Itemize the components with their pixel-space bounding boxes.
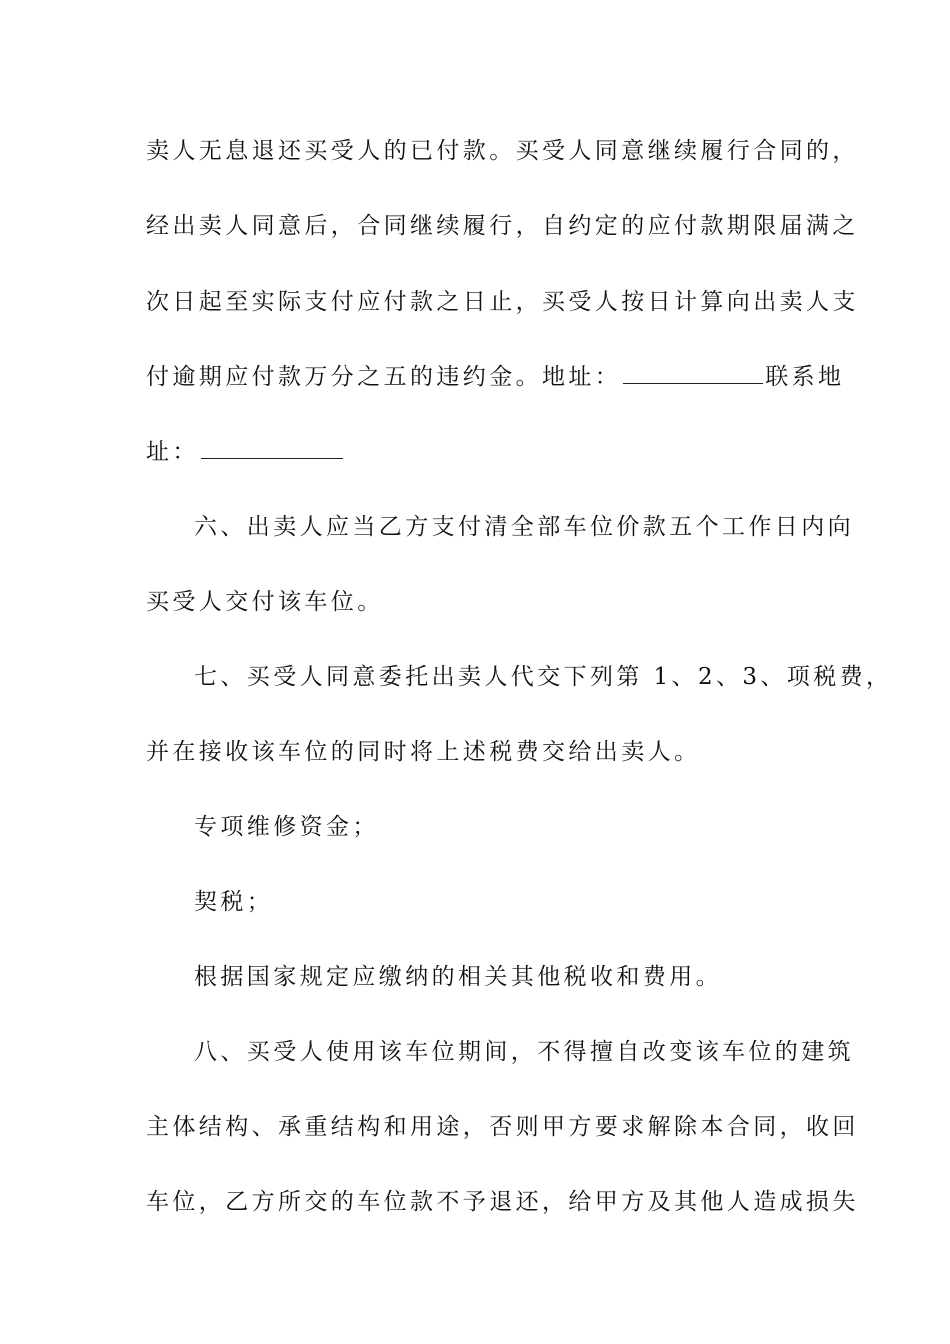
line-text: 八、买受人使用该车位期间，不得擅自改变该车位的建筑 <box>194 1039 854 1065</box>
line-text: 联系地 <box>765 364 845 390</box>
line-text: 专项维修资金； <box>194 814 379 840</box>
line-text: 并在接收该车位的同时将上述税费交给出卖人。 <box>146 739 701 765</box>
paragraph-line <box>146 1112 859 1142</box>
paragraph-line <box>194 512 854 542</box>
line-text: 六、出卖人应当乙方支付清全部车位价款五个工作日内向 <box>194 514 854 540</box>
paragraph-line <box>194 887 826 917</box>
line-text: 经出卖人同意后，合同继续履行，自约定的应付款期限届满之 <box>146 213 859 239</box>
line-text: 车位，乙方所交的车位款不予退还，给甲方及其他人造成损失 <box>146 1189 859 1215</box>
line-text: 契税； <box>194 889 274 915</box>
line-text: 次日起至实际支付应付款之日止，买受人按日计算向出卖人支 <box>146 289 859 315</box>
line-text: 址： <box>146 439 199 465</box>
paragraph-line <box>194 812 826 842</box>
contact-address-blank <box>201 438 343 459</box>
line-text: 主体结构、承重结构和用途，否则甲方要求解除本合同，收回 <box>146 1114 859 1140</box>
line-text: 卖人无息退还买受人的已付款。买受人同意继续履行合同的， <box>146 138 859 164</box>
line-text: 买受人交付该车位。 <box>146 589 384 615</box>
paragraph-line <box>146 211 859 241</box>
paragraph-line <box>194 1037 854 1067</box>
line-text: 七、买受人同意委托出卖人代交下列第 1、2、3、项税费， <box>194 664 893 690</box>
paragraph-line <box>146 136 859 166</box>
paragraph-line <box>146 437 826 467</box>
paragraph-line <box>146 587 826 617</box>
paragraph-line <box>146 1187 859 1217</box>
line-text: 根据国家规定应缴纳的相关其他税收和费用。 <box>194 964 722 990</box>
address-blank <box>623 363 763 384</box>
paragraph-line <box>194 662 893 692</box>
paragraph-line <box>146 737 826 767</box>
paragraph-line <box>146 362 845 392</box>
paragraph-line <box>194 962 826 992</box>
paragraph-line <box>146 287 859 317</box>
line-text: 付逾期应付款万分之五的违约金。地址： <box>146 364 622 390</box>
